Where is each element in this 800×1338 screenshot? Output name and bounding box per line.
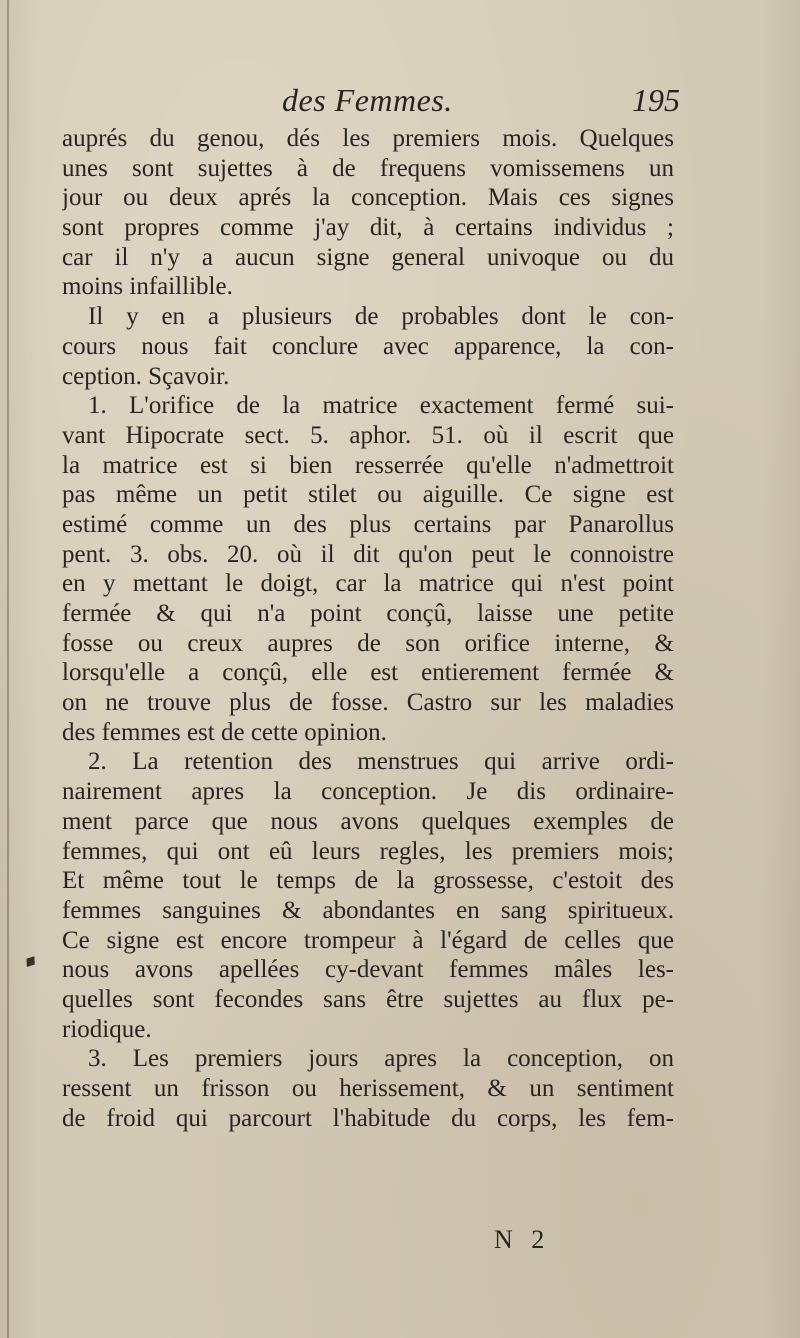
text-line: Il y en a plusieurs de probables dont le con- — [88, 303, 674, 331]
text-line: Et même tout le temps de la grossesse, c'estoit des — [62, 867, 674, 895]
text-line: car il n'y a aucun signe general univoque ou du — [62, 243, 674, 271]
text-line: en y mettant le doigt, car la matrice qui n'est point — [62, 570, 674, 598]
page-number: 195 — [632, 82, 680, 118]
text-line: cours nous fait conclure avec apparence, la con- — [62, 332, 674, 360]
text-line: sont propres comme j'ay dit, à certains individus ; — [62, 214, 674, 242]
text-line: ment parce que nous avons quelques exemples de — [62, 807, 674, 835]
text-line: 3. Les premiers jours apres la conception, on — [88, 1045, 674, 1073]
text-line: pent. 3. obs. 20. où il dit qu'on peut le connoistre — [62, 540, 674, 568]
text-line: jour ou deux aprés la conception. Mais ces signes — [62, 184, 674, 212]
text-line: femmes sanguines & abondantes en sang spiritueux. — [62, 896, 674, 924]
text-line: auprés du genou, dés les premiers mois. Quelques — [62, 125, 674, 152]
margin-mark-icon: ♦ — [17, 949, 43, 976]
gutter-shadow — [7, 0, 9, 1338]
running-head — [60, 82, 680, 122]
text-line: Ce signe est encore trompeur à l'égard de celles que — [62, 926, 674, 954]
text-line: nairement apres la conception. Je dis ordinaire- — [62, 778, 674, 806]
text-line: ception. Sçavoir. — [62, 362, 230, 390]
text-line: on ne trouve plus de fosse. Castro sur les maladies — [62, 689, 674, 717]
text-line: pas même un petit stilet ou aiguille. Ce signe est — [62, 481, 674, 509]
text-line: ressent un frisson ou herissement, & un sentiment — [62, 1075, 674, 1102]
text-line: fosse ou creux aupres de son orifice interne, & — [62, 629, 674, 657]
text-line: la matrice est si bien resserrée qu'elle n'admettroit — [62, 451, 674, 479]
text-line: riodique. — [62, 1015, 152, 1043]
text-line: des femmes est de cette opinion. — [62, 718, 387, 746]
running-title: des Femmes. — [282, 82, 453, 118]
text-line: estimé comme un des plus certains par Panarollus — [62, 510, 674, 538]
body-text — [62, 124, 674, 1133]
text-line: quelles sont fecondes sans être sujettes au flux pe- — [62, 985, 674, 1013]
text-line: vant Hipocrate sect. 5. aphor. 51. où il escrit que — [62, 421, 674, 449]
text-line: unes sont sujettes à de frequens vomissemens un — [62, 154, 674, 182]
text-line: moins infaillible. — [62, 273, 233, 301]
signature-mark: N 2 — [494, 1225, 545, 1254]
text-line: fermée & qui n'a point conçû, laisse une petite — [62, 600, 674, 627]
text-line: 2. La retention des menstrues qui arrive ordi- — [88, 748, 674, 776]
text-line: de froid qui parcourt l'habitude du corps, les fem- — [62, 1104, 674, 1132]
text-line: femmes, qui ont eû leurs regles, les premiers mois; — [62, 837, 674, 865]
text-line: nous avons apellées cy-devant femmes mâles les- — [62, 956, 674, 984]
text-line: 1. L'orifice de la matrice exactement fermé sui- — [88, 392, 674, 420]
text-line: lorsqu'elle a conçû, elle est entierement fermée & — [62, 659, 674, 687]
